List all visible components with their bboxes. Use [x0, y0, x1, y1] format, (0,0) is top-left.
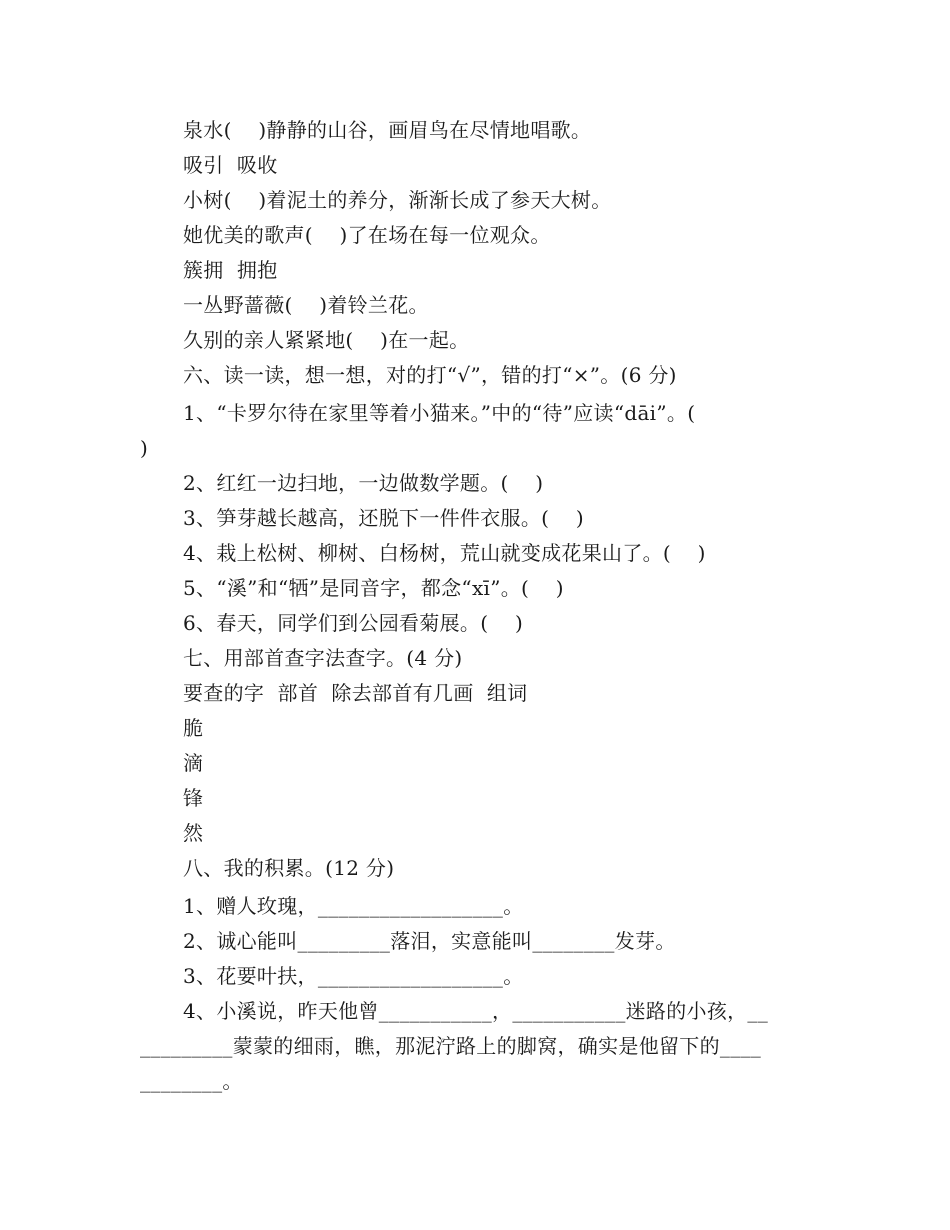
- judge-item-4: 4、栽上松树、柳树、白杨树，荒山就变成花果山了。( ): [183, 541, 706, 565]
- judge-item-6: 6、春天，同学们到公园看菊展。( ): [183, 611, 524, 635]
- accumulation-item-1: 1、赠人玫瑰，__________________。: [183, 894, 524, 918]
- judge-item-1: 1、“卡罗尔待在家里等着小猫来。”中的“待”应读“dāi”。(: [183, 401, 696, 425]
- radical-char-2: 滴: [183, 751, 204, 775]
- section-8-title: 八、我的积累。(12 分): [183, 856, 395, 880]
- radical-char-1: 脆: [183, 716, 204, 740]
- word-pair-cluster-hug: 簇拥 拥抱: [183, 258, 278, 282]
- radical-table-header: 要查的字 部首 除去部首有几画 组词: [183, 681, 528, 705]
- accumulation-item-2: 2、诚心能叫_________落泪，实意能叫________发芽。: [183, 929, 676, 953]
- sentence-tree: 小树( )着泥土的养分，渐渐长成了参天大树。: [183, 188, 612, 212]
- accumulation-item-3: 3、花要叶扶，__________________。: [183, 964, 524, 988]
- sentence-spring: 泉水( )静静的山谷，画眉鸟在尽情地唱歌。: [183, 118, 592, 142]
- word-pair-attract-absorb: 吸引 吸收: [183, 153, 278, 177]
- judge-item-1-cont: ): [140, 436, 149, 460]
- judge-item-3: 3、笋芽越长越高，还脱下一件件衣服。( ): [183, 506, 584, 530]
- sentence-song: 她优美的歌声( )了在场在每一位观众。: [183, 223, 551, 247]
- sentence-family: 久别的亲人紧紧地( )在一起。: [183, 328, 470, 352]
- section-6-title: 六、读一读，想一想，对的打“√”，错的打“×”。(6 分): [183, 363, 677, 387]
- radical-char-3: 锋: [183, 786, 204, 810]
- accumulation-item-4-line2: _________蒙蒙的细雨，瞧，那泥泞路上的脚窝，确实是他留下的____: [140, 1034, 762, 1058]
- section-7-title: 七、用部首查字法查字。(4 分): [183, 646, 463, 670]
- accumulation-item-4: 4、小溪说，昨天他曾___________，___________迷路的小孩，__: [183, 999, 769, 1023]
- radical-char-4: 然: [183, 821, 204, 845]
- accumulation-item-4-line3: ________。: [140, 1069, 243, 1093]
- judge-item-2: 2、红红一边扫地，一边做数学题。( ): [183, 471, 544, 495]
- sentence-rose: 一丛野蔷薇( )着铃兰花。: [183, 293, 429, 317]
- judge-item-5: 5、“溪”和“牺”是同音字，都念“xī”。( ): [183, 576, 564, 600]
